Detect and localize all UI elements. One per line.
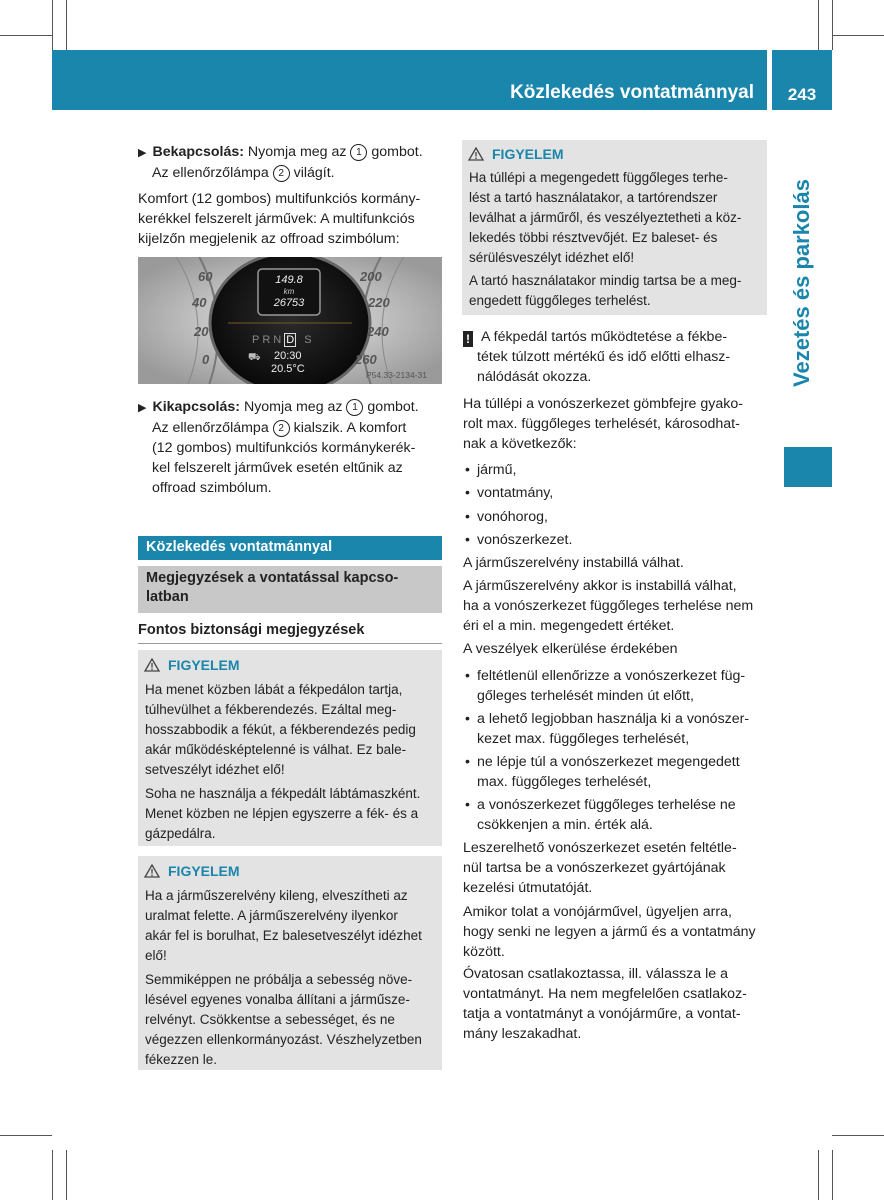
text-line: nül tartsa be a vonószerkezet gyártójának <box>463 860 726 876</box>
page-number-text: 243 <box>787 85 817 104</box>
step-text: Nyomja meg az <box>243 399 343 415</box>
warning-header <box>468 146 564 162</box>
text-line: • a vonószerkezet függőleges terhelése ne <box>477 797 736 813</box>
list-item <box>477 752 769 792</box>
text-line: tatja a vontatmányt a vonójárműre, a vontat- <box>463 1006 741 1022</box>
gear-letter: P <box>252 334 263 346</box>
text-line: elő! <box>145 948 167 963</box>
speed-tick: 240 <box>367 324 389 339</box>
body-paragraph <box>463 576 768 636</box>
text-line: lést a tartó használatakor, a tartórendszer <box>469 190 718 205</box>
outside-temperature: 20.5°C <box>271 363 305 375</box>
list-item: • vonószerkezet. <box>477 530 572 550</box>
gear-indicator <box>252 334 315 346</box>
step-switch-off <box>138 397 448 498</box>
subsection-heading <box>138 566 442 613</box>
speed-tick: 40 <box>192 295 207 310</box>
step-line: (12 gombos) multifunkciós kormánykerék- <box>152 440 416 456</box>
text-line: • feltétlenül ellenőrizze a vonószerkezet füg- <box>477 668 746 684</box>
speed-tick: 60 <box>198 269 213 284</box>
speed-tick: 220 <box>368 295 390 310</box>
text-line: csökkenjen a min. érték alá. <box>477 817 653 833</box>
list-item: • jármű, <box>477 460 516 480</box>
text-line: kezet max. függőleges terhelését, <box>477 731 690 747</box>
crop-mark <box>818 0 819 50</box>
step-text: gombot. <box>367 399 419 415</box>
list-item <box>477 666 769 706</box>
warning-header <box>144 657 240 673</box>
safety-heading: Fontos biztonsági megjegyzések <box>138 622 365 638</box>
offroad-icon: ⛟ <box>248 352 261 363</box>
text-line: relvényt. Csökkentse a sebességet, és ne <box>145 1012 395 1027</box>
step-line <box>138 142 448 163</box>
speed-tick: 20 <box>194 324 209 339</box>
crop-mark <box>832 1135 884 1136</box>
text-line: • ne lépje túl a vonószerkezet megengedett <box>477 754 740 770</box>
text-line: túlhevülhet a fékberendezés. Ezáltal meg- <box>145 702 397 717</box>
section-heading: Közlekedés vontatmánnyal <box>138 536 442 560</box>
warning-text <box>145 886 440 1070</box>
gear-letter: S <box>304 334 315 346</box>
text-line: leválhat a járműről, és veszélyeztetheti a köz- <box>469 210 742 225</box>
text-line: között. <box>463 944 505 960</box>
text-line: engedett függőleges terhelést. <box>469 293 651 308</box>
warning-triangle-icon <box>468 147 484 161</box>
chapter-tab-label: Vezetés és parkolás <box>789 179 815 387</box>
gear-active: D <box>286 334 295 346</box>
warning-box <box>138 650 442 846</box>
step-lead: Bekapcsolás: <box>152 144 244 160</box>
instrument-cluster-image <box>138 257 442 384</box>
text-line: kijelzőn megjelenik az offroad szimbólum: <box>138 231 400 247</box>
crop-mark <box>66 1150 67 1200</box>
crop-mark <box>52 0 53 50</box>
text-line: max. függőleges terhelését, <box>477 774 652 790</box>
text-line: végezzen ellenkormányozást. Vészhelyzetben <box>145 1032 422 1047</box>
text-line: Semmiképpen ne próbálja a sebesség növe- <box>145 972 413 987</box>
text-line: akár fel is borulhat, Ez balesetveszélyt idézhet <box>145 928 422 943</box>
text-line: • a lehető legjobban használja ki a vonószer- <box>477 711 750 727</box>
crop-mark <box>832 1150 833 1200</box>
step-text: világít. <box>293 165 335 181</box>
crop-mark <box>0 1135 52 1136</box>
warning-triangle-icon <box>144 658 160 672</box>
text-line: Komfort (12 gombos) multifunkciós kormány- <box>138 191 421 207</box>
text-line: Menet közben ne lépjen egyszerre a fék- és a <box>145 806 419 821</box>
text-line: setveszélyt idézhet elő! <box>145 762 285 777</box>
step-text: Az ellenőrzőlámpa <box>152 420 269 436</box>
list-item: • vontatmány, <box>477 483 553 503</box>
text-line: akár működésképtelenné is válhat. Ez bale- <box>145 742 407 757</box>
page-title: Közlekedés vontatmánnyal <box>510 82 754 103</box>
text-line: Ha túllépi a megengedett függőleges terhe- <box>469 170 728 185</box>
text-span: A fékpedál tartós működtetése a fékbe- <box>481 329 728 345</box>
warning-label: FIGYELEM <box>168 657 240 673</box>
note-exclamation-icon: ! <box>463 331 473 347</box>
arrow-right-icon: ▶ <box>138 147 147 159</box>
text-line: tétek túlzott mértékű és idő előtti elhasz- <box>477 349 731 365</box>
body-paragraph: A járműszerelvény instabillá válhat. <box>463 555 684 571</box>
text-line: Ha túllépi a vonószerkezet gömbfejre gyako- <box>463 396 743 412</box>
text-line: Ha menet közben lábát a fékpedálon tartja, <box>145 682 403 697</box>
text-line: ha a vonószerkezet függőleges terhelése nem <box>463 598 754 614</box>
text-line: gázpedálra. <box>145 826 216 841</box>
odometer-value: 26753 <box>273 297 305 309</box>
number-badge: 1 <box>350 144 367 161</box>
text-line: Amikor tolat a vonójárművel, ügyeljen arra, <box>463 904 732 920</box>
list-item: • vonóhorog, <box>477 507 548 527</box>
heading-rule <box>138 643 442 644</box>
text-line: gőleges terhelését minden út előtt, <box>477 688 694 704</box>
body-paragraph <box>463 838 768 898</box>
crop-mark <box>0 35 52 36</box>
crop-mark <box>818 1150 819 1200</box>
crop-mark <box>832 0 833 50</box>
text-line: kerékkel felszerelt járművek: A multifunkciós <box>138 211 415 227</box>
text-line: rolt max. függőleges terhelését, károsodhat- <box>463 416 740 432</box>
step-text: kialszik. A komfort <box>293 420 407 436</box>
text-line: kezelési útmutatóját. <box>463 880 593 896</box>
body-paragraph: A veszélyek elkerülése érdekében <box>463 641 678 657</box>
text-line: éri el a min. megengedett értéket. <box>463 618 675 634</box>
crop-mark <box>832 35 884 36</box>
text-line: vontatmányt. Ha nem megfelelően csatlakoz- <box>463 986 747 1002</box>
step-line <box>138 418 448 438</box>
intro-paragraph <box>138 189 448 249</box>
text-line: lekedés többi résztvevőjét. Ez baleset- és <box>469 230 718 245</box>
step-text: Nyomja meg az <box>247 144 347 160</box>
note-paragraph <box>463 327 768 387</box>
text-line: nálódását okozza. <box>477 369 592 385</box>
warning-box <box>138 856 442 1070</box>
list-item <box>477 709 769 749</box>
text-line: Soha ne használja a fékpedált lábtámaszként. <box>145 786 421 801</box>
text-line: nak a következők: <box>463 436 577 452</box>
step-line <box>138 163 448 183</box>
chapter-tab-marker <box>784 447 832 487</box>
text-line: A tartó használatakor mindig tartsa be a meg- <box>469 273 742 288</box>
speed-tick: 260 <box>355 352 377 367</box>
number-badge: 1 <box>346 399 363 416</box>
warning-text <box>469 168 765 311</box>
warning-text <box>145 680 440 844</box>
heading-line: latban <box>146 589 189 605</box>
step-line <box>138 397 448 418</box>
step-line: kel felszerelt járművek esetén eltűnik az <box>152 460 403 476</box>
warning-box <box>462 140 767 315</box>
step-line: offroad szimbólum. <box>152 480 272 496</box>
step-text: Az ellenőrzőlámpa <box>152 165 269 181</box>
body-paragraph <box>463 902 768 962</box>
warning-header <box>144 863 240 879</box>
warning-label: FIGYELEM <box>168 863 240 879</box>
body-paragraph <box>463 964 768 1044</box>
arrow-right-icon: ▶ <box>138 402 147 414</box>
warning-label: FIGYELEM <box>492 146 564 162</box>
text-line: fékezzen le. <box>145 1052 218 1067</box>
text-line: Óvatosan csatlakoztassa, ill. válassza le a <box>463 966 728 982</box>
text-line: A járműszerelvény akkor is instabillá válhat, <box>463 578 737 594</box>
crop-mark <box>66 0 67 50</box>
number-badge: 2 <box>273 420 290 437</box>
heading-line: Megjegyzések a vontatással kapcso- <box>146 570 399 586</box>
text-line: lésével egyenes vonalba állítani a járműsze- <box>145 992 410 1007</box>
text-line: mány leszakadhat. <box>463 1026 582 1042</box>
page-number <box>772 50 832 110</box>
step-switch-on <box>138 142 448 183</box>
gear-letter: N <box>273 334 285 346</box>
gear-letter: R <box>262 334 274 346</box>
step-lead: Kikapcsolás: <box>152 399 240 415</box>
list-item <box>477 795 769 835</box>
text-line: hogy senki ne legyen a jármű és a vontatmány <box>463 924 756 940</box>
text-line: Leszerelhető vonószerkezet esetén feltétle- <box>463 840 737 856</box>
speed-tick: 0 <box>202 352 210 367</box>
text-line: hosszabbodik a fékút, a fékberendezés pedig <box>145 722 416 737</box>
chapter-tab <box>772 118 832 448</box>
number-badge: 2 <box>273 165 290 182</box>
text-line <box>463 327 768 347</box>
step-text: gombot. <box>371 144 423 160</box>
speed-tick: 200 <box>360 269 382 284</box>
trip-unit: km <box>283 287 295 296</box>
crop-mark <box>52 1150 53 1200</box>
body-paragraph <box>463 394 768 454</box>
text-line: uralmat felette. A járműszerelvény ilyenkor <box>145 908 398 923</box>
image-code: P54.33-2134-31 <box>366 370 427 380</box>
text-line: sérülésveszélyt idézhet elő! <box>469 250 635 265</box>
trip-value: 149.8 <box>275 274 303 286</box>
text-line: Ha a járműszerelvény kileng, elveszítheti az <box>145 888 408 903</box>
warning-triangle-icon <box>144 864 160 878</box>
clock-time: 20:30 <box>274 350 302 362</box>
